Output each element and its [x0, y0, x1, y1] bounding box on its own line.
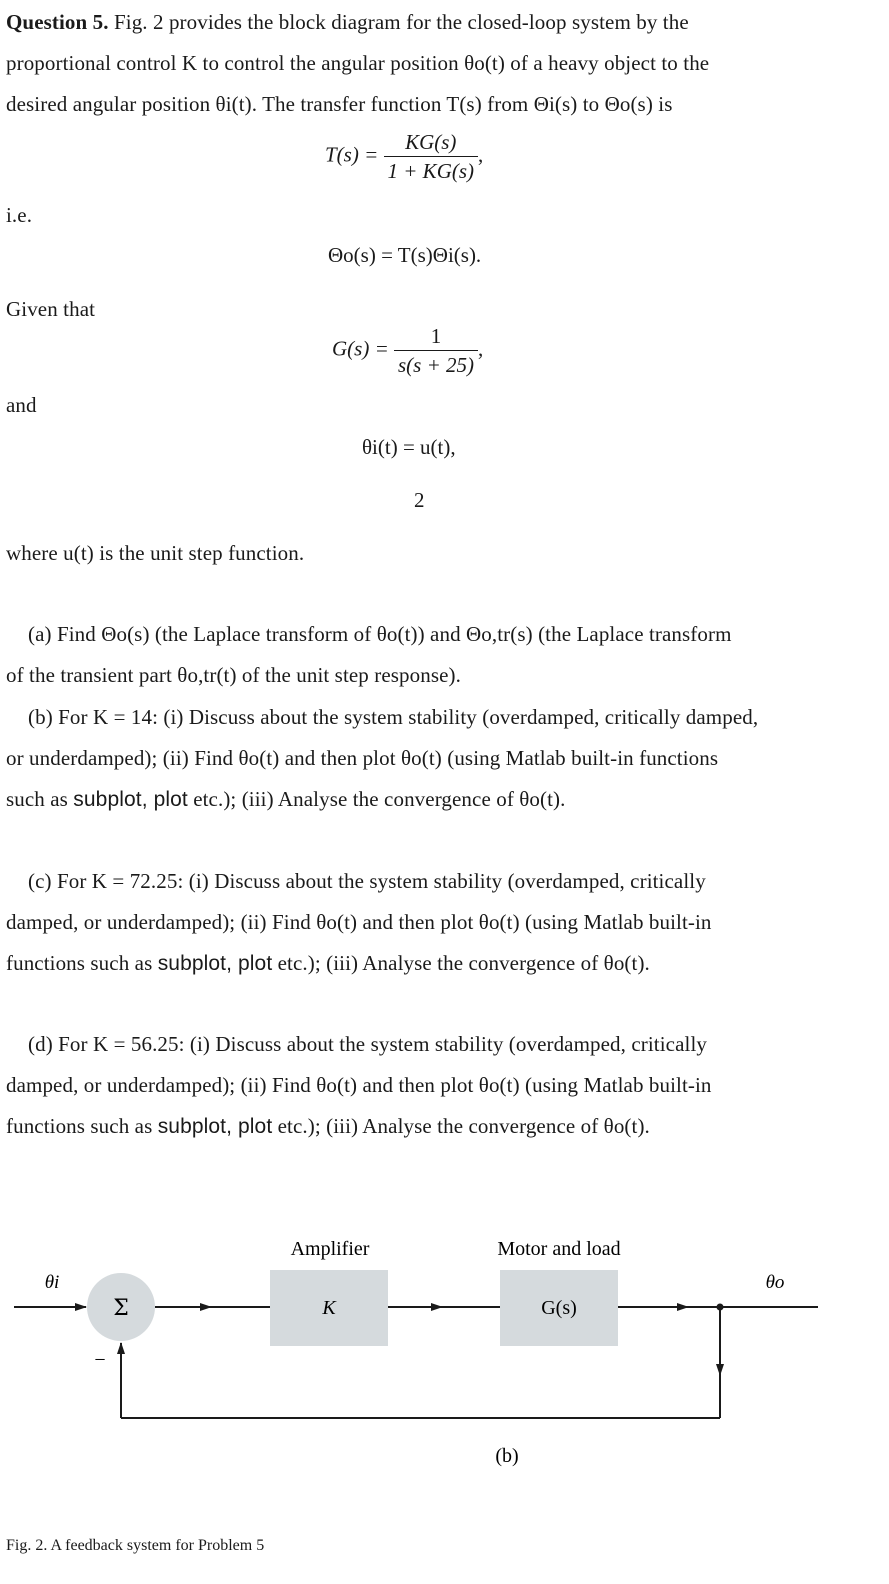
matlab-functions-d: subplot, plot [157, 1115, 273, 1138]
part-c-line-2: damped, or underdamped); (ii) Find θo(t) and then plot θo(t) (using Matlab built-in [6, 910, 712, 934]
motor-block-label: G(s) [541, 1297, 577, 1319]
intro-line-3: desired angular position θi(t). The transfer function T(s) from Θi(s) to Θo(s) is [6, 92, 673, 116]
g-denominator: s(s + 25) [398, 353, 475, 377]
matlab-functions-b: subplot, plot [73, 788, 188, 811]
transfer-function-equation: T(s) = $\frac{KG(s)}{1 + KG(s)}$ , [325, 130, 484, 183]
part-c-line-3 [6, 951, 650, 976]
motor-label: Motor and load [497, 1238, 621, 1260]
ie-text: i.e. [6, 203, 33, 227]
matlab-functions-c: subplot, plot [157, 952, 273, 975]
theta-equation: Θo(s) = T(s)Θi(s). [328, 243, 482, 267]
part-d-line-1: (d) For K = 56.25: (i) Discuss about the system stability (overdamped, critically [28, 1032, 707, 1056]
intro-line-2: proportional control K to control the angular position θo(t) of a heavy object to the [6, 51, 710, 75]
part-a-line-2: of the transient part θo,tr(t) of the unit step response). [6, 663, 461, 687]
question-label: Question 5. [6, 10, 109, 34]
block-diagram [0, 1225, 889, 1495]
and-text: and [6, 393, 37, 417]
page-number: 2 [414, 488, 425, 512]
plant-equation: G(s) = $\frac{1}{s(s + 25)}$ , [332, 324, 484, 377]
t-denominator: 1 + KG(s) [387, 159, 475, 183]
part-a-line-1: (a) Find Θo(s) (the Laplace transform of θo(t)) and Θo,tr(s) (the Laplace transform [28, 622, 732, 646]
given-text: Given that [6, 297, 96, 321]
output-label: θo [765, 1272, 785, 1293]
intro-line-1 [6, 10, 689, 35]
part-b-text-a: such as [6, 787, 68, 811]
intro-text-1: Fig. 2 provides the block diagram for the closed-loop system by the [113, 10, 689, 34]
part-d-text-c: etc.); (iii) Analyse the convergence of θo(t). [277, 1114, 650, 1138]
part-d-text-a: functions such as [6, 1114, 153, 1138]
g-numerator: 1 [394, 322, 478, 351]
input-label: θi [44, 1272, 60, 1293]
input-equation: θi(t) = u(t), [362, 435, 456, 459]
where-text: where u(t) is the unit step function. [6, 541, 305, 565]
part-b-text-c: etc.); (iii) Analyse the convergence of θo(t). [193, 787, 566, 811]
part-c-text-a: functions such as [6, 951, 153, 975]
diagram-sub-label: (b) [495, 1445, 519, 1467]
t-lhs: T(s) = [325, 142, 379, 167]
part-c-text-c: etc.); (iii) Analyse the convergence of θo(t). [277, 951, 650, 975]
part-d-line-3 [6, 1114, 650, 1139]
minus-sign: − [94, 1349, 106, 1371]
part-b-line-3 [6, 787, 566, 812]
part-b-line-2: or underdamped); (ii) Find θo(t) and then plot θo(t) (using Matlab built-in functions [6, 746, 719, 770]
part-d-line-2: damped, or underdamped); (ii) Find θo(t) and then plot θo(t) (using Matlab built-in [6, 1073, 712, 1097]
amplifier-label: Amplifier [290, 1238, 370, 1260]
part-b-line-1: (b) For K = 14: (i) Discuss about the system stability (overdamped, critically damped, [28, 705, 759, 729]
sum-symbol: Σ [113, 1296, 129, 1321]
t-numerator: KG(s) [384, 128, 479, 157]
figure-caption: Fig. 2. A feedback system for Problem 5 [6, 1537, 265, 1554]
amp-block-label: K [322, 1297, 336, 1319]
g-lhs: G(s) = [332, 336, 389, 361]
g-fraction [394, 322, 478, 379]
t-fraction [384, 128, 479, 185]
part-c-line-1: (c) For K = 72.25: (i) Discuss about the system stability (overdamped, critically [28, 869, 706, 893]
